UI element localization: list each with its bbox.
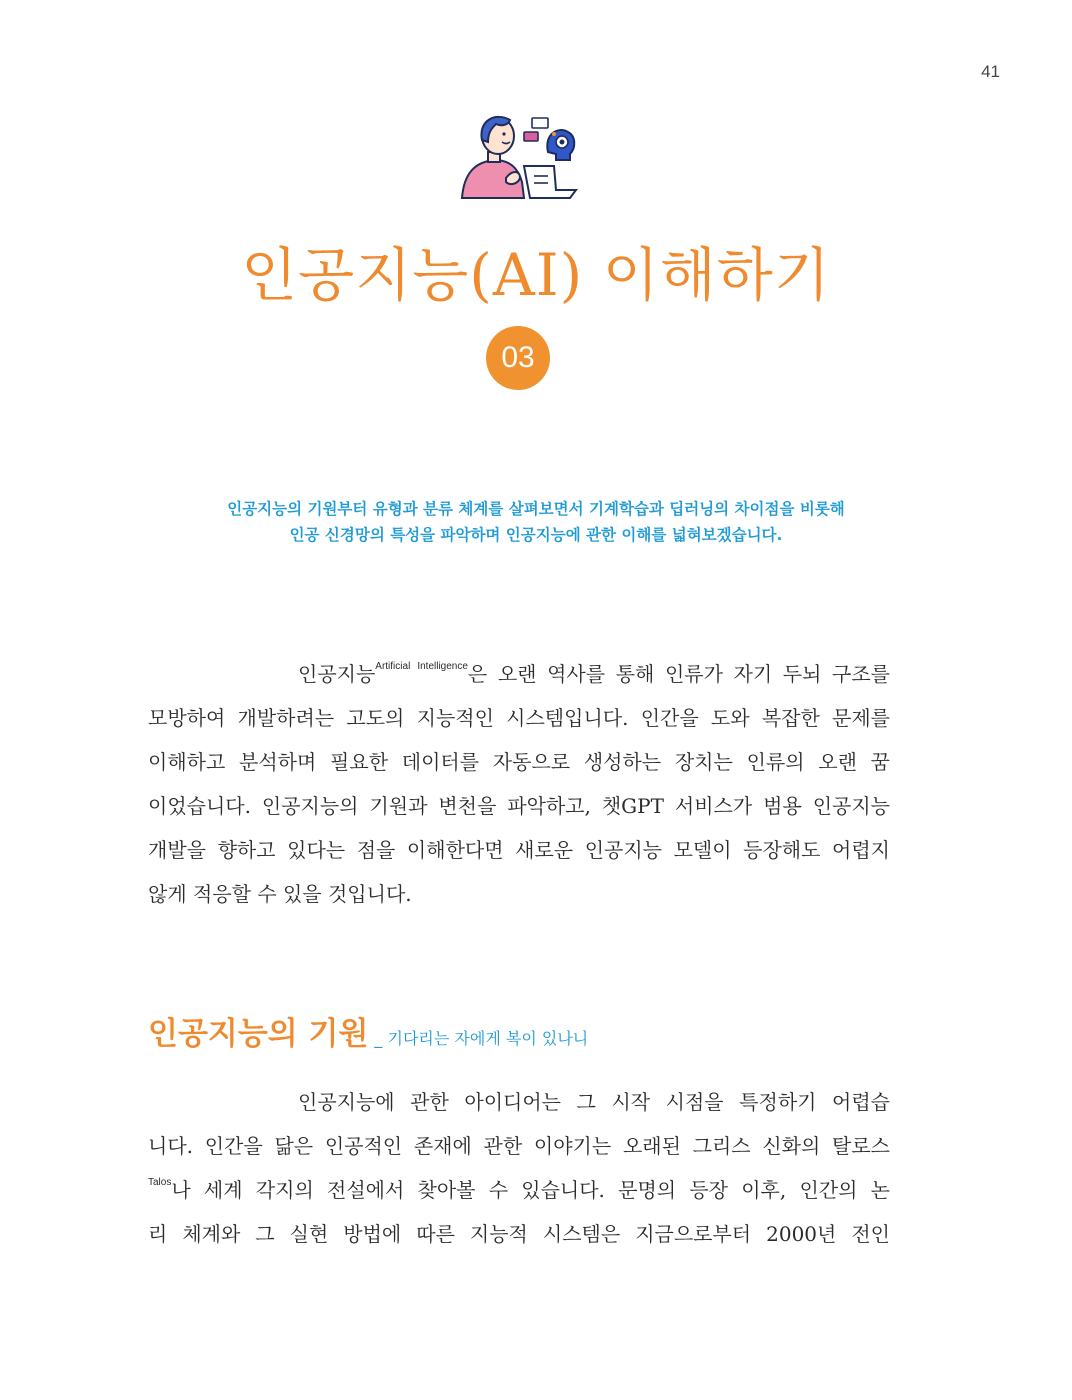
chapter-title: 인공지능(AI) 이해하기 — [241, 241, 831, 309]
paragraph-line: 니다. 인간을 닮은 인공적인 존재에 관한 이야기는 오래된 그리스 신화의 탈로스 — [148, 1134, 890, 1158]
paragraph-line: 인공지능$^{Artificial Intelligence}$은 오랜 역사를 통해 인류가 자기 두뇌 구조를 — [298, 661, 891, 686]
paragraph-line: 이었습니다. 인공지능의 기원과 변천을 파악하고, 챗GPT 서비스가 범용 인공지능 — [148, 794, 890, 818]
annotation-superscript: Artificial Intelligence — [375, 661, 468, 672]
section-heading — [148, 1008, 588, 1053]
person-reading-with-ai-robot-icon — [458, 112, 586, 200]
paragraph-line: 리 체계와 그 실현 방법에 따른 지능적 시스템은 지금으로부터 2000년 전인 — [148, 1222, 890, 1246]
section-subtitle: _ 기다리는 자에게 복이 있나니 — [374, 1029, 589, 1048]
paragraph-line: 인공지능에 관한 아이디어는 그 시작 시점을 특정하기 어렵습 — [298, 1090, 890, 1114]
paragraph-ai-origin — [148, 1080, 890, 1256]
annotation-superscript: Talos — [148, 1177, 172, 1188]
paragraph-line: 이해하고 분석하며 필요한 데이터를 자동으로 생성하는 장치는 인류의 오랜 꿈 — [148, 750, 890, 774]
intro-line: 인공지능의 기원부터 유형과 분류 체계를 살펴보면서 기계학습과 딥러닝의 차이점을 비롯해 — [227, 500, 845, 518]
chapter-intro — [0, 496, 1072, 548]
paragraph-line: 않게 적응할 수 있을 것입니다. — [148, 882, 412, 906]
intro-line: 인공 신경망의 특성을 파악하며 인공지능에 관한 이해를 넓혀보겠습니다. — [289, 526, 783, 544]
paragraph-line: 모방하여 개발하려는 고도의 지능적인 시스템입니다. 인간을 도와 복잡한 문제를 — [148, 706, 890, 730]
page-number: 41 — [981, 62, 1000, 81]
paragraph-line: $^{Talos}$나 세계 각지의 전설에서 찾아볼 수 있습니다. 문명의 등장 이후, 인간의 논 — [148, 1177, 890, 1202]
paragraph-line: 개발을 향하고 있다는 점을 이해한다면 새로운 인공지능 모델이 등장해도 어렵지 — [148, 838, 890, 862]
section-title: 인공지능의 기원 — [148, 1016, 369, 1052]
paragraph-ai-definition — [148, 652, 890, 916]
chapter-number-badge: 03 — [486, 326, 550, 390]
